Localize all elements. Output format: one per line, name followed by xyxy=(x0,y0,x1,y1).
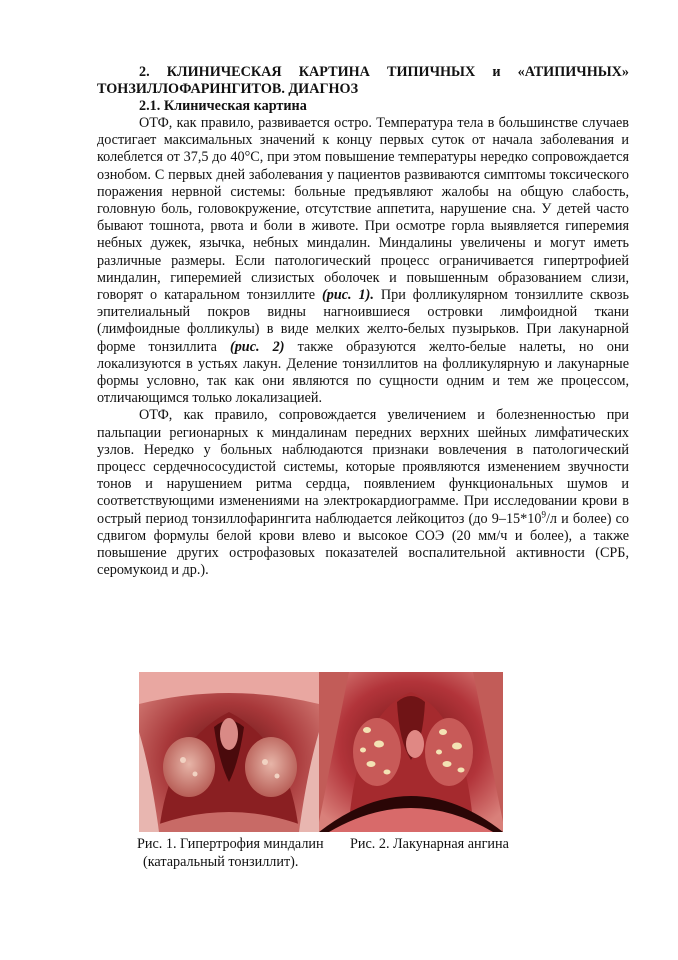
document-page xyxy=(97,64,629,579)
figure-1-caption-line2: (катаральный тонзиллит). xyxy=(143,854,299,870)
paragraph-1-text-b: При фолликулярном тонзиллите сквозь эпителиальный покров видны нагноившиеся островки лимфоидной ткани (лимфоидные фолликулы) в виде мелких желто-белых пузырьков. При лакунарной форме тонзиллита xyxy=(97,287,629,355)
figure-1-caption: Рис. 1. Гипертрофия миндалин xyxy=(137,836,324,852)
figure-1-photo xyxy=(139,672,319,832)
paragraph-1-text-c: также образуются желто-белые налеты, но они локализуются в устьях лакун. Деление тонзиллитов на фолликулярную и лакунарные формы условно, так как они являются по сущности одним и тем же процессом, отличающимся только локализацией. xyxy=(97,338,629,407)
figures xyxy=(139,672,503,832)
figure-2-photo xyxy=(319,672,503,832)
paragraph-2-text-b: /л и более) со сдвигом формулы белой крови влево и высокое СОЭ (20 мм/ч и более), а также повышение других острофазовых показателей воспалительной активности (СРБ, серомукоид и др.). xyxy=(97,510,629,579)
figure-2-caption: Рис. 2. Лакунарная ангина xyxy=(350,836,509,852)
paragraph-1-text-a: ОТФ, как правило, развивается остро. Температура тела в большинстве случаев достигает максимальных значений к концу первых суток от начала заболевания и колеблется от 37,5 до 40°С, при этом повышение температуры нередко сопровождается ознобом. С первых дней заболевания у пациентов развиваются симптомы токсического поражения нервной системы: больные предъявляют жалобы на общую слабость, головную боль, головокружение, отсутствие аппетита, нарушение сна. У детей часто бывают тошнота, рвота и боли в животе. При осмотре горла выявляется гиперемия небных дужек, язычка, небных миндалин. Миндалины увеличены и могут иметь различные размеры. Если патологический процесс ограничивается гипертрофией миндалин, гиперемией слизистых оболочек и повышенным образованием слизи, говорят о катаральном тонзиллите xyxy=(97,115,629,304)
section-heading: 2. КЛИНИЧЕСКАЯ КАРТИНА ТИПИЧНЫХ и «АТИПИЧНЫХ» ТОНЗИЛЛОФАРИНГИТОВ. ДИАГНОЗ xyxy=(97,64,629,97)
exponent: 9 xyxy=(541,508,546,519)
paragraph-1 xyxy=(97,115,629,407)
paragraph-2-text-a: ОТФ, как правило, сопровождается увеличением и болезненностью при пальпации регионарных к миндалинам передних верхних шейных лимфатических узлов. Нередко у больных наблюдаются признаки вовлечения в патологический процесс сердечнососудистой системы, которые проявляются изменением звучности тонов и нарушением ритма сердца, появлением функциональных шумов и соответствующими изменениями на электрокардиограмме. При исследовании крови в острый период тонзиллофарингита наблюдается лейкоцитоз (до 9–15*10 xyxy=(97,407,629,527)
subsection-heading: 2.1. Клиническая картина xyxy=(139,98,307,114)
figure-2-reference: (рис. 2) xyxy=(229,338,285,355)
figure-1-reference: (рис. 1). xyxy=(322,287,374,304)
paragraph-2 xyxy=(97,407,629,579)
